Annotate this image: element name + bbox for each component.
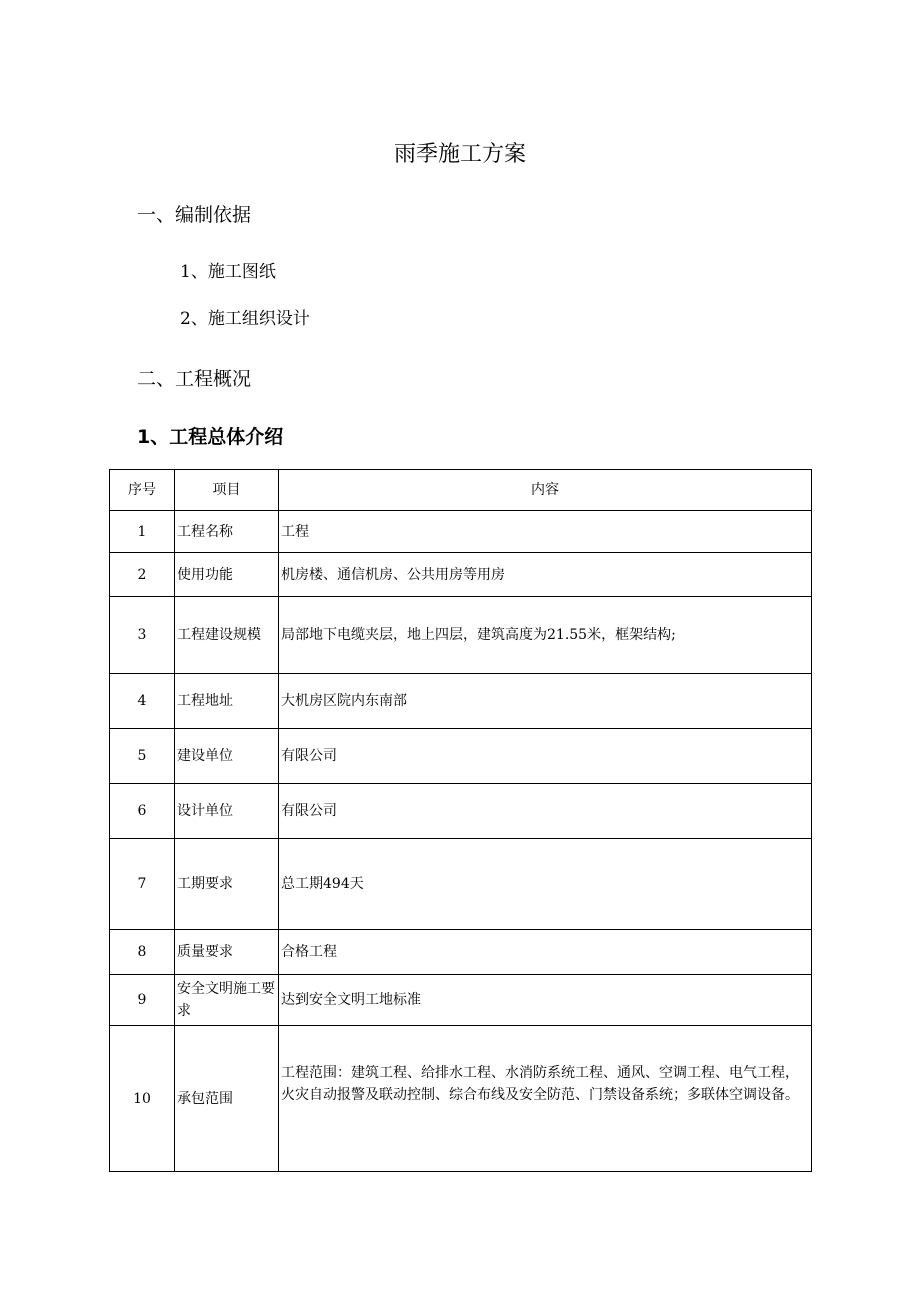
header-content: 内容 [279, 470, 812, 511]
cell-content: 有限公司 [279, 729, 812, 784]
section-heading-overview: 二、工程概况 [137, 368, 252, 390]
cell-content: 大机房区院内东南部 [279, 674, 812, 729]
cell-no: 8 [110, 930, 175, 975]
cell-item: 安全文明施工要求 [175, 975, 279, 1026]
cell-content: 总工期494天 [279, 839, 812, 930]
document-title: 雨季施工方案 [393, 142, 526, 167]
subsection-heading-project-intro: 1、工程总体介绍 [137, 426, 284, 448]
cell-content: 达到安全文明工地标准 [279, 975, 812, 1026]
basis-item: 2、施工组织设计 [180, 309, 310, 329]
table-row [110, 975, 812, 1026]
cell-item: 设计单位 [175, 784, 279, 839]
table-row [110, 674, 812, 729]
cell-content: 工程 [279, 511, 812, 553]
table-row [110, 1026, 812, 1172]
cell-no: 6 [110, 784, 175, 839]
table-row [110, 511, 812, 553]
cell-content: 合格工程 [279, 930, 812, 975]
basis-item: 1、施工图纸 [180, 262, 276, 282]
cell-item: 承包范围 [175, 1026, 279, 1172]
cell-no: 2 [110, 553, 175, 597]
table-row [110, 553, 812, 597]
cell-item: 使用功能 [175, 553, 279, 597]
cell-item: 质量要求 [175, 930, 279, 975]
table-row [110, 930, 812, 975]
cell-content: 有限公司 [279, 784, 812, 839]
cell-content: 工程范围：建筑工程、给排水工程、水消防系统工程、通风、空调工程、电气工程，火灾自动报警及联动控制、综合布线及安全防范、门禁设备系统；多联体空调设备。 [279, 1026, 812, 1172]
header-item: 项目 [175, 470, 279, 511]
cell-no: 3 [110, 597, 175, 674]
cell-item: 工期要求 [175, 839, 279, 930]
table-row [110, 784, 812, 839]
table-row [110, 729, 812, 784]
cell-content: 局部地下电缆夹层，地上四层，建筑高度为21.55米，框架结构; [279, 597, 812, 674]
cell-no: 1 [110, 511, 175, 553]
cell-item: 工程建设规模 [175, 597, 279, 674]
cell-content: 机房楼、通信机房、公共用房等用房 [279, 553, 812, 597]
header-no: 序号 [110, 470, 175, 511]
table-row [110, 597, 812, 674]
cell-item: 工程地址 [175, 674, 279, 729]
cell-item: 建设单位 [175, 729, 279, 784]
project-info-table [109, 469, 812, 1172]
cell-no: 10 [110, 1026, 175, 1172]
cell-no: 9 [110, 975, 175, 1026]
cell-no: 4 [110, 674, 175, 729]
cell-item: 工程名称 [175, 511, 279, 553]
cell-no: 5 [110, 729, 175, 784]
cell-no: 7 [110, 839, 175, 930]
table-header-row [110, 470, 812, 511]
table-row [110, 839, 812, 930]
section-heading-basis: 一、编制依据 [137, 204, 252, 226]
